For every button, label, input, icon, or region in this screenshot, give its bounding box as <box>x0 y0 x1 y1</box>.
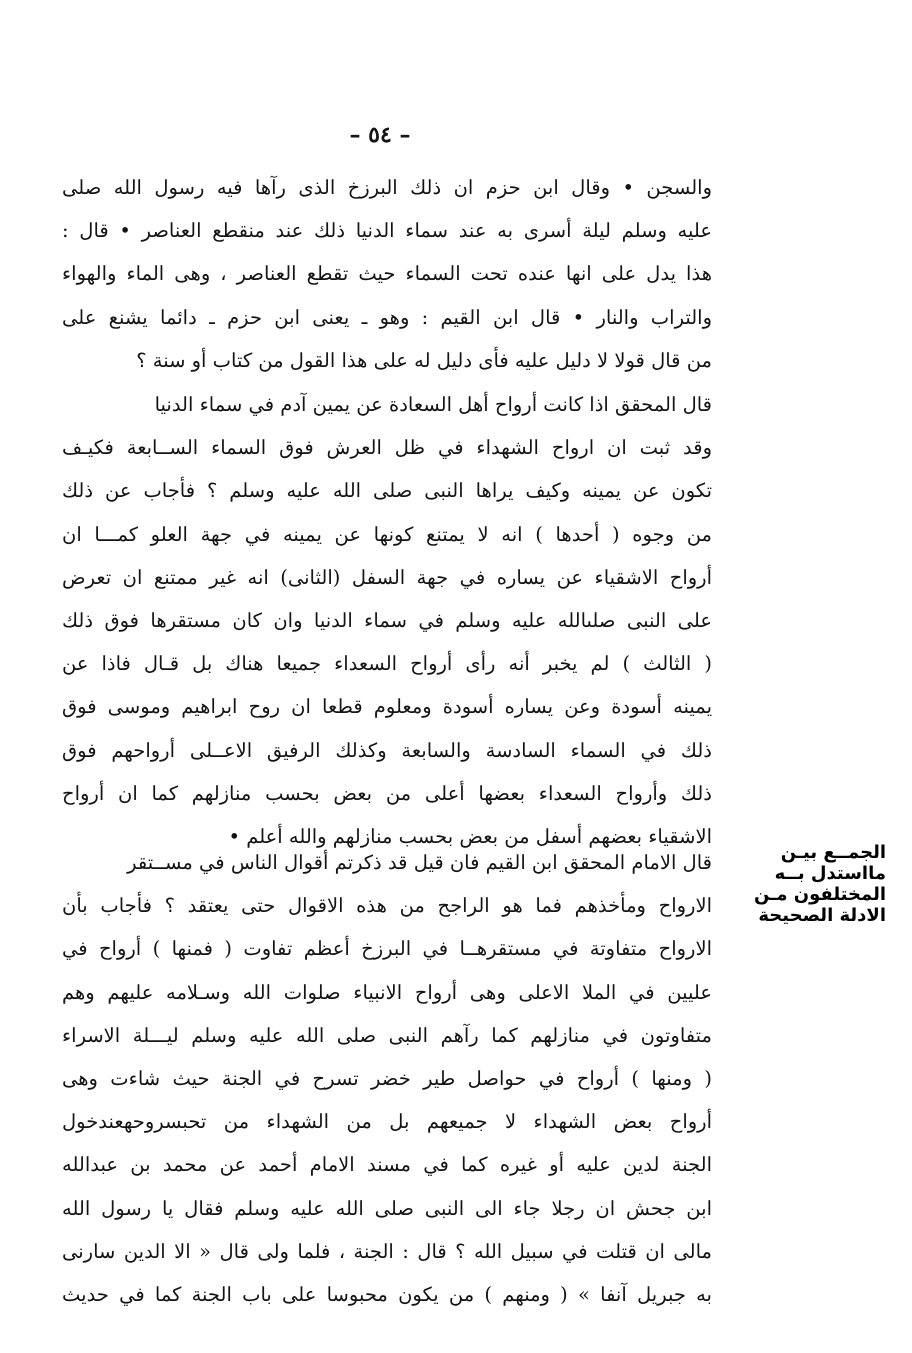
margin-note <box>726 842 886 926</box>
text-line: وقد ثبت ان ارواح الشهداء في ظل العرش فوق السماء الســابعة فكيـف <box>62 436 712 460</box>
text-line: هذا يدل على انها عنده تحت السماء حيث تقطع العناصر ، وهى الماء والهواء <box>62 262 712 286</box>
page-number: – ٥٤ – <box>349 122 411 148</box>
margin-note-line: المختلفون مـن <box>753 884 886 905</box>
text-line: أرواح الاشقياء عن يساره في جهة السفل (الثانى) انه غير ممتنع ان تعرض <box>62 565 712 589</box>
text-line: من قال قولا لا دليل عليه فأى دليل له على هذا القول من كتاب أو سنة ؟ <box>136 348 712 372</box>
text-line: ذلك وأرواح السعداء بعضها أعلى من بعض بحسب منازلهم كما ان أرواح <box>62 781 712 805</box>
text-line: متفاوتون في منازلهم كما رآهم النبى صلى الله عليه وسلم ليـــلة الاسراء <box>62 1023 712 1047</box>
text-line: أرواح بعض الشهداء لا جميعهم بل من الشهداء من تحبسروحهعندخول <box>62 1110 712 1134</box>
text-line: تكون عن يمينه وكيف يراها النبى صلى الله عليه وسلم ؟ فأجاب عن ذلك <box>62 479 712 503</box>
text-line: قال المحقق اذا كانت أرواح أهل السعادة عن يمين آدم في سماء الدنيا <box>154 393 712 416</box>
paragraph-1 <box>62 166 712 382</box>
text-line: عليه وسلم ليلة أسرى به عند سماء الدنيا ذلك عند منقطع العناصر • قال : <box>62 219 712 243</box>
paragraph-2 <box>62 383 712 858</box>
text-line: الارواح متفاوتة في مستقرهــا في البرزخ أعظم تفاوت ( فمنها ) أرواح في <box>62 937 712 961</box>
margin-note-line: الادلة الصحيحة <box>758 905 886 926</box>
text-line: عليين في الملا الاعلى وهى أرواح الانبياء صلوات الله وسـلامه عليهم وهم <box>62 980 712 1004</box>
text-line: به جبريل آنفا » ( ومنهم ) من يكون محبوسا على باب الجنة كما في حديث <box>62 1282 712 1306</box>
text-line: ابن جحش ان رجلا جاء الى النبى صلى الله عليه وسلم فقال يا رسول الله <box>62 1196 712 1220</box>
text-line: ( ومنها ) أرواح في حواصل طير خضر تسرح في الجنة حيث شاءت وهى <box>62 1066 712 1090</box>
text-line: ( الثالث ) لم يخبر أنه رأى أرواح السعداء جميعا هناك بل قـال فاذا عن <box>62 652 712 676</box>
text-line: مالى ان قتلت في سبيل الله ؟ قال : الجنة ، فلما ولى قال « الا الدين سارنى <box>62 1239 712 1263</box>
text-line: على النبى صلىالله عليه وسلم في سماء الدنيا وان كان مستقرها فوق ذلك <box>62 608 712 632</box>
text-line: قال الامام المحقق ابن القيم فان قيل قد ذكرتم أقوال الناس في مســتقر <box>127 851 712 874</box>
text-line: ذلك في السماء السادسة والسابعة وكذلك الرفيق الاعــلى أرواحهم فوق <box>62 738 712 762</box>
text-line: والسجن • وقال ابن حزم ان ذلك البرزخ الذى رآها فيه رسول الله صلى <box>62 176 712 199</box>
text-line: يمينه أسودة وعن يساره أسودة ومعلوم قطعا ان روح ابراهيم وموسى فوق <box>62 695 712 719</box>
text-line: الارواح ومأخذهم فما هو الراجح من هذه الاقوال حتى يعتقد ؟ فأجاب بأن <box>62 894 712 918</box>
text-line: والتراب والنار • قال ابن القيم : وهو ـ يعنى ابن حزم ـ دائما يشنع على <box>62 305 712 329</box>
margin-note-line: الجمــع بيـن <box>780 842 886 863</box>
text-line: الجنة لدين عليه أو غيره كما في مسند الامام أحمد عن محمد بن عبدالله <box>62 1153 712 1177</box>
margin-note-line: مااستدل بــه <box>774 863 886 884</box>
text-line: الاشقياء بعضهم أسفل من بعض بحسب منازلهم والله أعلم • <box>228 824 712 848</box>
text-line: من وجوه ( أحدها ) انه لا يمتنع كونها عن يمينه في جهة العلو كمـــا ان <box>62 522 712 546</box>
paragraph-3 <box>62 841 712 1316</box>
